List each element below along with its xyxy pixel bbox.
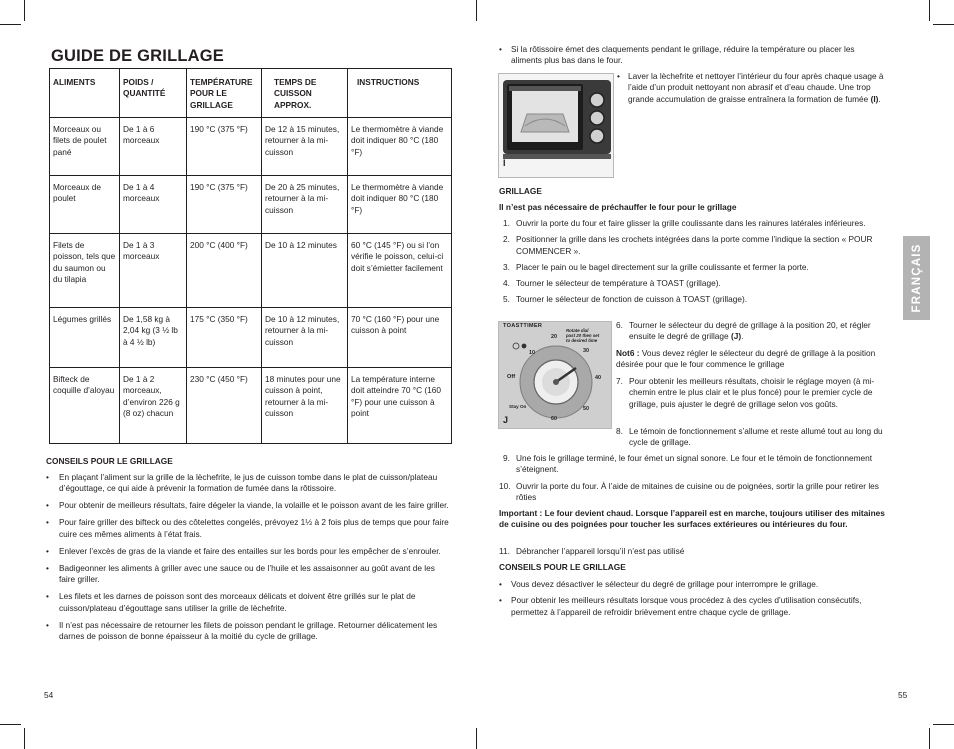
step-number: 11.: [499, 546, 510, 556]
table-cell: De 1 à 6 morceaux: [123, 124, 160, 146]
step-text: Tourner le sélecteur de température à TOAST (grillage).: [516, 278, 721, 289]
table-cell: De 10 à 12 minutes, retourner à la mi-cuisson: [265, 314, 340, 347]
crop-mark: [929, 728, 930, 749]
dial-tick: 10: [529, 350, 535, 356]
list-item: • Badigeonner les aliments à griller avec une sauce ou de l’huile et les assaisonner au goût avant de les faire griller.: [46, 563, 452, 586]
table-header: INSTRUCTIONS: [348, 69, 452, 118]
page-number: 55: [898, 690, 908, 700]
crop-mark: [933, 24, 954, 25]
crop-mark: [929, 0, 930, 21]
dial-hint-line: Rotate dial: [566, 328, 589, 333]
step-number: 9.: [503, 453, 510, 463]
table-cell: 200 °C (400 °F): [190, 240, 248, 250]
table-cell: 190 °C (375 °F): [190, 182, 248, 192]
crop-mark: [24, 728, 25, 749]
table-cell: De 20 à 25 minutes, retourner à la mi-cuisson: [265, 182, 340, 215]
table-row: [50, 176, 452, 234]
bullet-glyph: •: [499, 595, 502, 606]
step-number: 1.: [503, 218, 510, 228]
step-number: 2.: [503, 234, 510, 245]
tip-text: Pour obtenir les meilleurs résultats lorsque vous procédez à des cycles d’utilisation consécutifs, permettez à l’appareil de refroidir brièvement entre chaque cycle de grillage.: [511, 595, 862, 617]
grilling-guide-table: [49, 68, 452, 444]
tips-list: [46, 472, 452, 648]
dial-tick: 40: [595, 375, 601, 381]
figure-label: I: [503, 158, 506, 168]
crop-mark: [933, 724, 954, 725]
step-number: 4.: [503, 278, 510, 289]
cleaning-text: Laver la lèchefrite et nettoyer l’intérieur du four après chaque usage à l’aide d’un produit nettoyant non abrasif et d’eau chaude. Une trop grande accumulation de graisse entraînera la formation de fumée: [628, 71, 884, 104]
table-cell: De 10 à 12 minutes: [265, 240, 337, 250]
list-item: [503, 278, 893, 289]
tips-heading: CONSEILS POUR LE GRILLAGE: [499, 562, 626, 572]
table-cell: De 1 à 3 morceaux: [123, 240, 160, 262]
step-period: .: [741, 331, 744, 342]
list-item: • En plaçant l’aliment sur la grille de la lèchefrite, le jus de cuisson tombe dans le plat de cuisson/plateau d’égouttage, ce qui aide à prévenir la formation de fumée dans la rôtissoire.: [46, 472, 452, 495]
table-header-row: [50, 69, 452, 118]
tips-heading: CONSEILS POUR LE GRILLAGE: [46, 456, 173, 466]
tips-list: [499, 579, 895, 618]
dial-stay-on-label: Stay On: [509, 404, 527, 409]
step-text: Positionner la grille dans les crochets intégrées dans la porte comme l’indique la section « POUR COMMENCER ».: [516, 234, 873, 256]
list-item: • Pour faire griller des bifteck ou des côtelettes congelés, prévoyez 1½ à 2 fois plus de temps que pour faire cuire ces mêmes aliments à l’état frais.: [46, 517, 452, 540]
preheat-note: Il n’est pas nécessaire de préchauffer le four pour le grillage: [499, 202, 737, 212]
step-9: [503, 453, 895, 476]
table-cell: De 12 à 15 minutes, retourner à la mi-cuisson: [265, 124, 340, 157]
table-header: ALIMENTS: [50, 69, 120, 118]
table-row: [50, 118, 452, 176]
list-item: • Les filets et les darnes de poisson sont des morceaux délicats et doivent être grillés sur le plat de cuisson/plateau d’égouttage sans utiliser la grille de lèchefrite.: [46, 591, 452, 614]
table-cell: 230 °C (450 °F): [190, 374, 248, 384]
table-cell: Morceaux ou filets de poulet pané: [53, 124, 107, 157]
list-item: [499, 579, 895, 590]
list-item: • Il n’est pas nécessaire de retourner les filets de poisson pendant le grillage. Retourner délicatement les darnes de poisson de bonne épaisseur à la moitié du cycle de grillage.: [46, 620, 452, 643]
table-cell: Morceaux de poulet: [53, 182, 101, 204]
dial-tick: 20: [551, 334, 557, 340]
note: [616, 348, 890, 371]
crop-mark: [0, 724, 21, 725]
dial-tick: 30: [583, 348, 589, 354]
step-text: Une fois le grillage terminé, le four émet un signal sonore. Le four et le témoin de fonctionnement s’éteignent.: [516, 453, 873, 475]
note-text: Vous devez régler le sélecteur du degré de grillage à la position désirée pour que le four commence le grillage: [616, 348, 876, 370]
table-cell: Le thermomètre à viande doit indiquer 80 °C (180 °F): [351, 182, 444, 215]
left-page: [44, 44, 452, 642]
dial-tick: 50: [583, 406, 589, 412]
step-number: 7.: [616, 376, 623, 386]
table-cell: Filets de poisson, tels que du saumon ou du tilapia: [53, 240, 116, 285]
bullet-glyph: •: [617, 71, 620, 81]
step-11: [499, 546, 895, 557]
rotisserie-bullet: Si la rôtissoire émet des claquements pendant le grillage, réduire la température ou placer les aliments plus bas dans le four.: [511, 44, 855, 66]
table-cell: De 1 à 4 morceaux: [123, 182, 160, 204]
step-number: 8.: [616, 426, 623, 436]
table-row: [50, 368, 452, 444]
table-row: [50, 234, 452, 308]
list-item: [503, 294, 893, 305]
table-header: TEMPS DE CUISSON APPROX.: [262, 69, 348, 118]
table-cell: 70 °C (160 °F) pour une cuisson à point: [351, 314, 440, 336]
table-cell: De 1,58 kg à 2,04 kg (3 ½ lb à 4 ½ lb): [123, 314, 178, 347]
step-text: Pour obtenir les meilleurs résultats, choisir le réglage moyen (à mi-chemin entre le plus clair et le plus foncé) pour le premier cycle de grillage, puis ajuster le degré de grillage selon vos goûts.: [629, 376, 875, 409]
important-warning: Important : Le four devient chaud. Lorsque l’appareil est en marche, toujours utiliser des mitaines de cuisine ou des poignées pour toucher les surfaces extérieures ou intérieures du four.: [499, 508, 885, 530]
dial-off-label: Off: [507, 374, 516, 380]
oven-illustration: [498, 73, 614, 178]
step-list-a: [503, 218, 893, 306]
language-tab: [903, 236, 930, 320]
tip-text: Vous devez désactiver le sélecteur du degré de grillage pour interrompre le grillage.: [511, 579, 819, 589]
table-cell: 60 °C (145 °F) ou si l’on vérifie le poisson, celui-ci doit s’émietter facilement: [351, 240, 444, 273]
table-cell: Le thermomètre à viande doit indiquer 80 °C (180 °F): [351, 124, 444, 157]
step-number: 6.: [616, 320, 623, 330]
bullet-glyph: •: [499, 44, 502, 54]
crop-mark: [24, 0, 25, 21]
step-number: 3.: [503, 261, 510, 272]
toaster-oven-icon: [499, 74, 613, 177]
table-cell: 175 °C (350 °F): [190, 314, 248, 324]
table-cell: Légumes grillés: [53, 314, 112, 324]
crop-mark: [476, 728, 477, 749]
table-cell: Bifteck de coquille d’aloyau: [53, 374, 115, 396]
bullet-glyph: •: [499, 579, 502, 589]
step-number: 10.: [499, 481, 511, 491]
cleaning-period: .: [878, 93, 881, 104]
step-7: [616, 376, 890, 410]
figure-label: J: [503, 415, 509, 425]
table-cell: 18 minutes pour une cuisson à point, retourner à la mi-cuisson: [265, 374, 341, 419]
crop-mark: [0, 24, 21, 25]
step-number: 5.: [503, 294, 510, 305]
table-cell: La température interne doit atteindre 70 °C (160 °F) pour une cuisson à point: [351, 374, 442, 419]
list-item: • Pour obtenir de meilleurs résultats, faire dégeler la viande, la volaille et le poisson avant de les faire griller.: [46, 500, 452, 511]
toast-timer-illustration: [498, 321, 612, 429]
page-title: GUIDE DE GRILLAGE: [51, 47, 224, 65]
step-6: [616, 320, 890, 343]
step-text: Le témoin de fonctionnement s’allume et reste allumé tout au long du cycle de grillage.: [629, 426, 883, 448]
table-header: POIDS / QUANTITÉ: [120, 69, 187, 118]
dial-tick: 60: [551, 416, 557, 422]
dial-hint-line: past 20 then set: [566, 333, 600, 338]
list-item: [503, 234, 893, 257]
list-item: [503, 262, 893, 273]
grillage-heading: GRILLAGE: [499, 186, 542, 196]
cleaning-bullet: [628, 71, 890, 105]
step-text: Tourner le sélecteur de fonction de cuisson à TOAST (grillage).: [516, 294, 748, 305]
dial-brand: TOASTTIMER: [503, 323, 543, 329]
step-text: Ouvrir la porte du four et faire glisser la grille coulissante dans les rainures latérales inférieures.: [516, 218, 866, 228]
list-item: [499, 595, 895, 618]
dial-hint: [566, 328, 599, 343]
step-8: [616, 426, 890, 449]
table-row: [50, 308, 452, 368]
table-header: TEMPÉRATURE POUR LE GRILLAGE: [187, 69, 262, 118]
dial-hint-line: to desired time: [566, 338, 598, 343]
table-cell: 190 °C (375 °F): [190, 124, 248, 134]
step-10: [499, 481, 895, 504]
table-cell: De 1 à 2 morceaux, d’environ 226 g (8 oz) chacun: [123, 374, 180, 419]
list-item: [503, 218, 893, 229]
step-text: Débrancher l’appareil lorsqu’il n’est pas utilisé: [516, 546, 685, 556]
language-tab-label: FRANÇAIS: [910, 243, 923, 313]
note-label: Not6 :: [616, 348, 640, 358]
list-item: • Enlever l’excès de gras de la viande et faire des entailles sur les bords pour les empêcher de s’enrouler.: [46, 546, 452, 557]
step-text: Ouvrir la porte du four. À l’aide de mitaines de cuisine ou de poignées, sortir la grille pour retirer les rôties: [516, 481, 879, 503]
figure-ref: (J): [730, 331, 742, 342]
crop-mark: [476, 0, 477, 21]
page-number: 54: [44, 690, 54, 700]
figure-ref: (I): [870, 93, 879, 104]
step-text: Placer le pain ou le bagel directement sur la grille coulissante et fermer la porte.: [516, 261, 809, 272]
step-text: Tourner le sélecteur du degré de grillage à la position 20, et régler ensuite le degré de grillage: [629, 320, 871, 342]
